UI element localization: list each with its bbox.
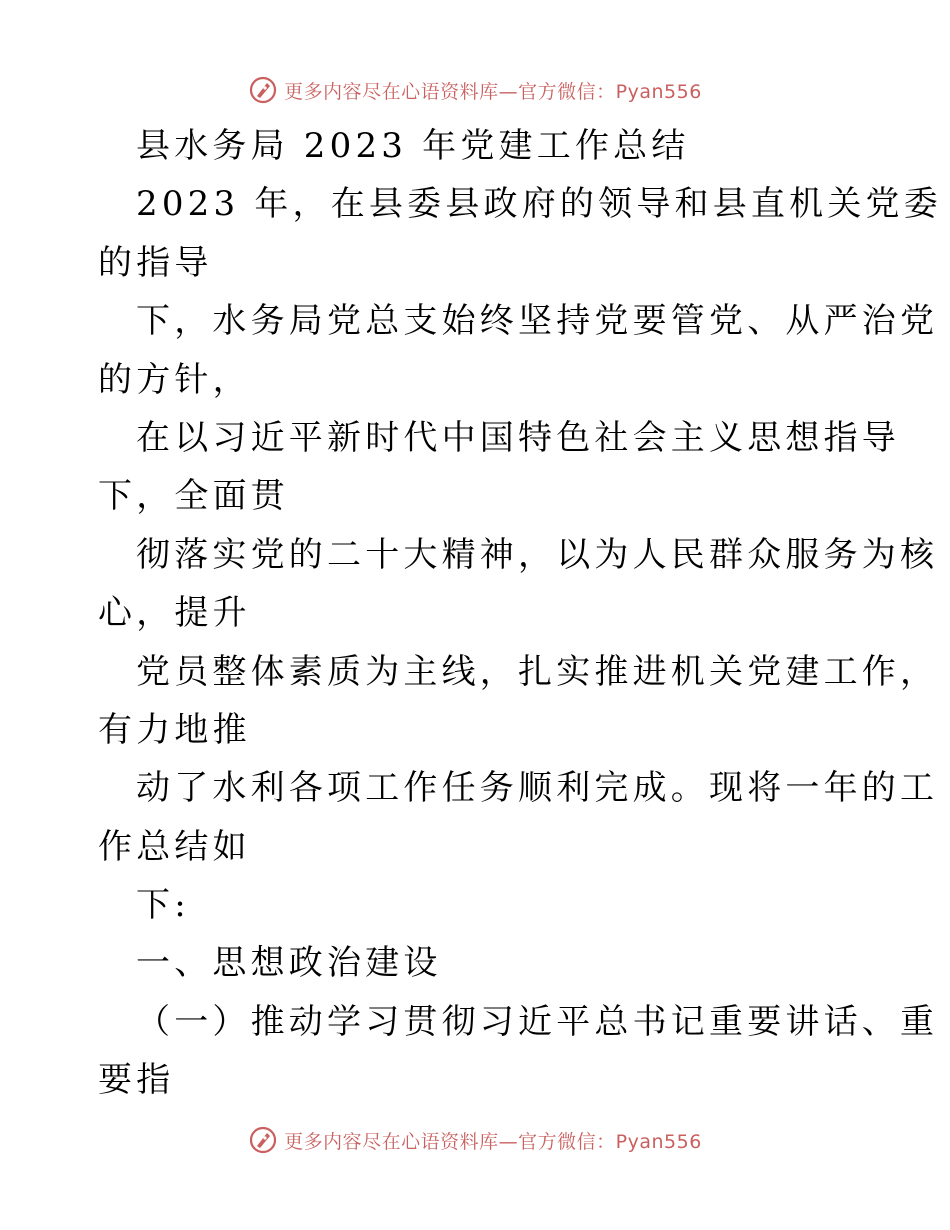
text-line: 心，提升 [98, 593, 251, 634]
text-line: 有力地推 [98, 709, 251, 750]
pen-nib-circle-icon [248, 75, 278, 105]
text-line: 2023 年，在县委县政府的领导和县直机关党委 [136, 184, 942, 225]
watermark-text: 更多内容尽在心语资料库—官方微信：Pyan556 [284, 1130, 702, 1153]
text-line: 动了水利各项工作任务顺利完成。现将一年的工 [136, 768, 939, 809]
section-heading: 一、思想政治建设 [136, 943, 442, 984]
document-title: 县水务局 2023 年党建工作总结 [136, 126, 690, 166]
text-line: 的方针， [98, 359, 251, 400]
text-line: 彻落实党的二十大精神，以为人民群众服务为核 [136, 534, 939, 575]
pen-nib-circle-icon [248, 1125, 278, 1155]
text-line: 党员整体素质为主线，扎实推进机关党建工作， [136, 651, 939, 692]
watermark-text: 更多内容尽在心语资料库—官方微信：Pyan556 [284, 80, 702, 103]
text-line: 要指 [98, 1060, 175, 1101]
text-line: 下，水务局党总支始终坚持党要管党、从严治党 [136, 301, 939, 342]
text-line: 的指导 [98, 242, 213, 283]
subsection-heading: （一）推动学习贯彻习近平总书记重要讲话、重 [136, 1001, 939, 1042]
text-line: 下，全面贯 [98, 476, 289, 517]
footer-watermark [0, 1120, 950, 1160]
header-watermark [0, 70, 950, 110]
text-line: 作总结如 [98, 826, 251, 867]
document-body [98, 117, 942, 1110]
text-line: 在以习近平新时代中国特色社会主义思想指导 [136, 417, 900, 458]
text-line: 下: [136, 885, 190, 926]
